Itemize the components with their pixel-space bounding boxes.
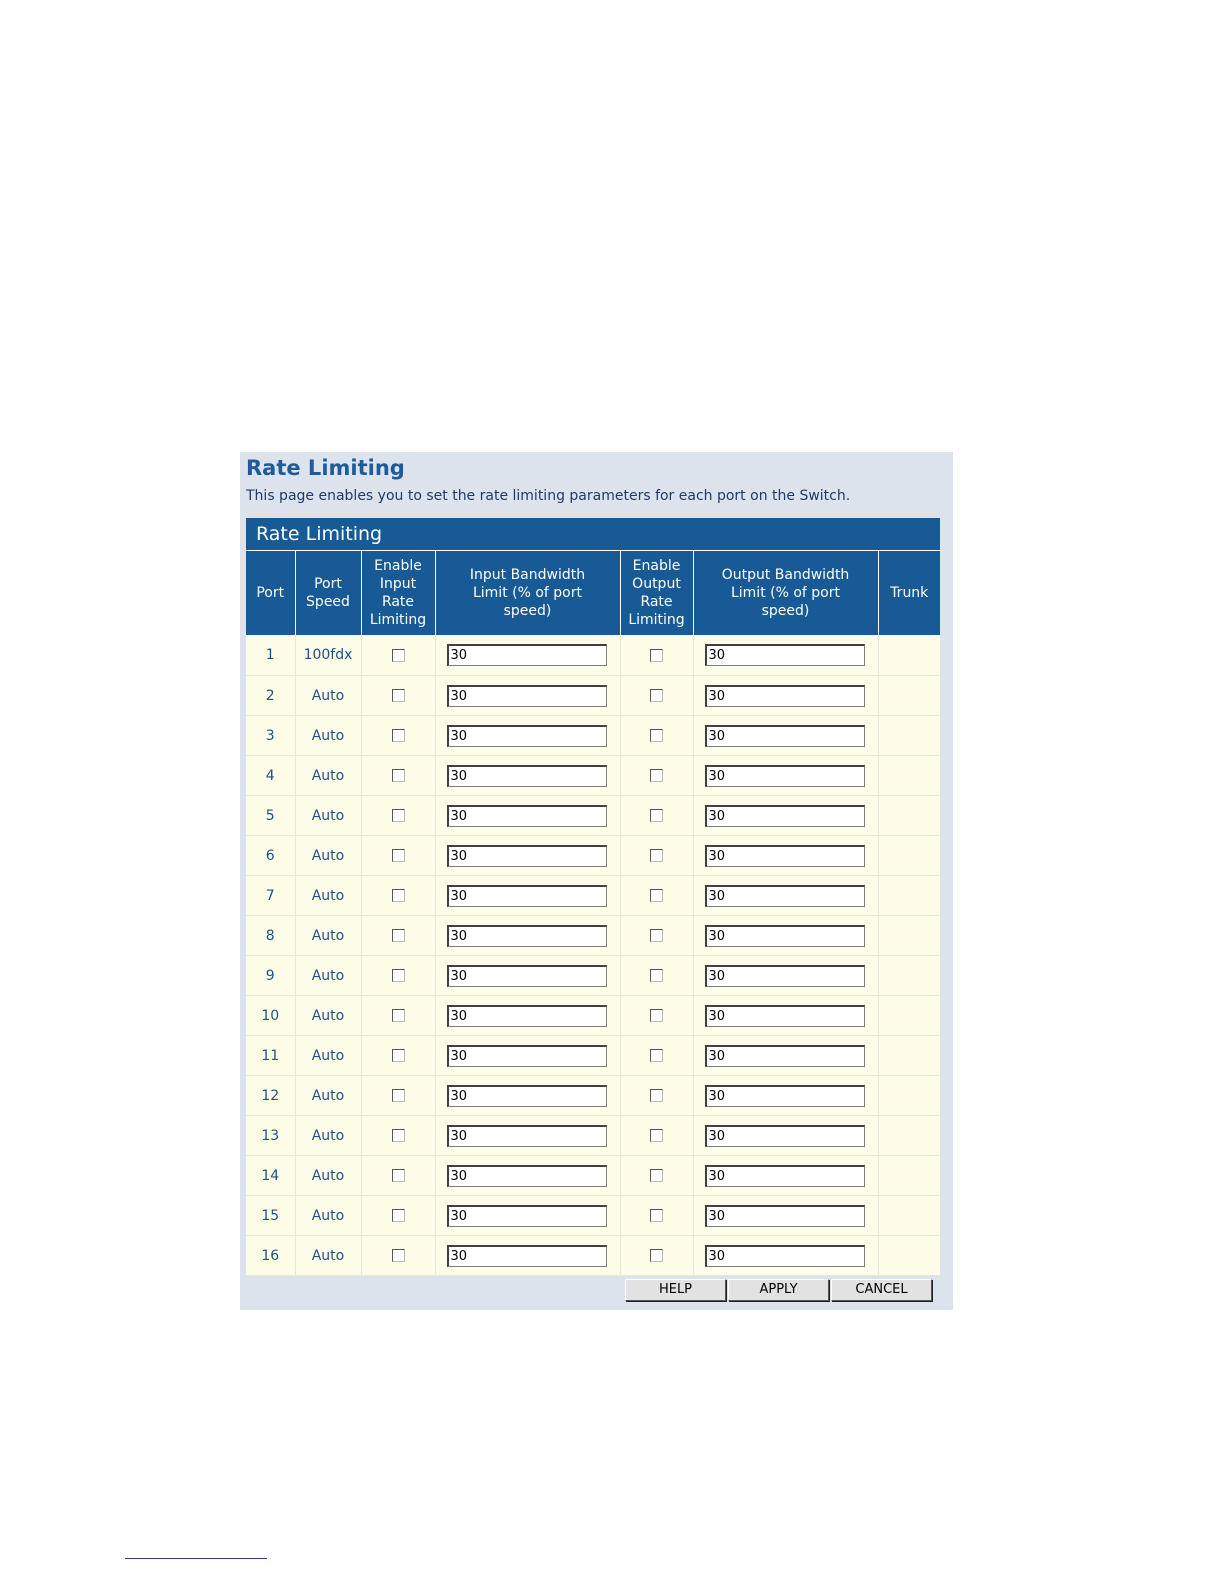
port-speed: Auto bbox=[295, 1156, 361, 1196]
enable-output-rate-cell bbox=[620, 635, 693, 676]
input-bandwidth-cell bbox=[435, 796, 620, 836]
input-bandwidth-limit-input[interactable] bbox=[447, 885, 607, 907]
enable-output-rate-checkbox[interactable] bbox=[650, 1209, 663, 1222]
input-bandwidth-limit-input[interactable] bbox=[447, 1165, 607, 1187]
table-row bbox=[246, 836, 940, 876]
port-number: 13 bbox=[246, 1116, 295, 1156]
input-bandwidth-cell bbox=[435, 876, 620, 916]
output-bandwidth-cell bbox=[693, 1156, 878, 1196]
output-bandwidth-limit-input[interactable] bbox=[705, 1125, 865, 1147]
input-bandwidth-limit-input[interactable] bbox=[447, 1245, 607, 1267]
table-row bbox=[246, 916, 940, 956]
enable-input-rate-cell bbox=[361, 635, 435, 676]
enable-output-rate-checkbox[interactable] bbox=[650, 849, 663, 862]
enable-input-rate-checkbox[interactable] bbox=[392, 689, 405, 702]
input-bandwidth-limit-input[interactable] bbox=[447, 1085, 607, 1107]
enable-input-rate-checkbox[interactable] bbox=[392, 849, 405, 862]
column-header-enable-output bbox=[620, 551, 693, 635]
port-speed: Auto bbox=[295, 1116, 361, 1156]
enable-output-rate-cell bbox=[620, 836, 693, 876]
enable-output-rate-checkbox[interactable] bbox=[650, 1049, 663, 1062]
table-body bbox=[246, 635, 940, 1276]
port-speed: Auto bbox=[295, 956, 361, 996]
port-number: 11 bbox=[246, 1036, 295, 1076]
port-speed: Auto bbox=[295, 836, 361, 876]
output-bandwidth-cell bbox=[693, 836, 878, 876]
enable-input-rate-cell bbox=[361, 756, 435, 796]
table-row bbox=[246, 956, 940, 996]
input-bandwidth-cell bbox=[435, 956, 620, 996]
output-bandwidth-cell bbox=[693, 1196, 878, 1236]
output-bandwidth-limit-input[interactable] bbox=[705, 1005, 865, 1027]
input-bandwidth-limit-input[interactable] bbox=[447, 845, 607, 867]
port-speed: Auto bbox=[295, 996, 361, 1036]
input-bandwidth-cell bbox=[435, 716, 620, 756]
output-bandwidth-limit-input[interactable] bbox=[705, 1205, 865, 1227]
input-bandwidth-cell bbox=[435, 676, 620, 716]
enable-input-rate-cell bbox=[361, 1076, 435, 1116]
port-speed: Auto bbox=[295, 916, 361, 956]
output-bandwidth-limit-input[interactable] bbox=[705, 1085, 865, 1107]
table-row bbox=[246, 1036, 940, 1076]
port-speed: 100fdx bbox=[295, 635, 361, 676]
input-bandwidth-limit-input[interactable] bbox=[447, 1005, 607, 1027]
port-speed: Auto bbox=[295, 716, 361, 756]
input-bandwidth-cell bbox=[435, 916, 620, 956]
enable-output-rate-cell bbox=[620, 996, 693, 1036]
port-speed: Auto bbox=[295, 876, 361, 916]
trunk-cell bbox=[878, 756, 940, 796]
enable-output-rate-checkbox[interactable] bbox=[650, 1089, 663, 1102]
footer-rule bbox=[125, 1558, 267, 1559]
output-bandwidth-limit-input[interactable] bbox=[705, 925, 865, 947]
output-bandwidth-cell bbox=[693, 996, 878, 1036]
enable-output-rate-checkbox[interactable] bbox=[650, 1129, 663, 1142]
output-bandwidth-limit-input[interactable] bbox=[705, 1245, 865, 1267]
port-speed: Auto bbox=[295, 796, 361, 836]
input-bandwidth-cell bbox=[435, 1236, 620, 1276]
port-number: 3 bbox=[246, 716, 295, 756]
trunk-cell bbox=[878, 956, 940, 996]
output-bandwidth-limit-input[interactable] bbox=[705, 885, 865, 907]
port-number: 7 bbox=[246, 876, 295, 916]
enable-input-rate-checkbox[interactable] bbox=[392, 769, 405, 782]
enable-input-rate-checkbox[interactable] bbox=[392, 809, 405, 822]
enable-output-rate-cell bbox=[620, 1236, 693, 1276]
enable-input-rate-checkbox[interactable] bbox=[392, 969, 405, 982]
trunk-cell bbox=[878, 996, 940, 1036]
trunk-cell bbox=[878, 916, 940, 956]
enable-input-rate-checkbox[interactable] bbox=[392, 1009, 405, 1022]
output-bandwidth-limit-input[interactable] bbox=[705, 725, 865, 747]
table-row bbox=[246, 796, 940, 836]
enable-output-rate-cell bbox=[620, 1116, 693, 1156]
column-header-input-limit-label: Input Bandwidth Limit (% of port speed) bbox=[469, 567, 586, 619]
port-number: 5 bbox=[246, 796, 295, 836]
column-header-enable-input bbox=[361, 551, 435, 635]
trunk-cell bbox=[878, 836, 940, 876]
input-bandwidth-limit-input[interactable] bbox=[447, 965, 607, 987]
enable-output-rate-cell bbox=[620, 1196, 693, 1236]
input-bandwidth-cell bbox=[435, 1196, 620, 1236]
enable-input-rate-cell bbox=[361, 996, 435, 1036]
input-bandwidth-limit-input[interactable] bbox=[447, 1125, 607, 1147]
page-description: This page enables you to set the rate limiting parameters for each port on the Switch. bbox=[246, 488, 851, 504]
enable-input-rate-cell bbox=[361, 956, 435, 996]
enable-output-rate-cell bbox=[620, 716, 693, 756]
port-speed: Auto bbox=[295, 756, 361, 796]
enable-input-rate-checkbox[interactable] bbox=[392, 889, 405, 902]
input-bandwidth-limit-input[interactable] bbox=[447, 805, 607, 827]
output-bandwidth-cell bbox=[693, 1236, 878, 1276]
enable-output-rate-cell bbox=[620, 1076, 693, 1116]
enable-input-rate-cell bbox=[361, 1156, 435, 1196]
output-bandwidth-cell bbox=[693, 635, 878, 676]
enable-output-rate-checkbox[interactable] bbox=[650, 649, 663, 662]
output-bandwidth-limit-input[interactable] bbox=[705, 644, 865, 666]
table-row bbox=[246, 1116, 940, 1156]
output-bandwidth-limit-input[interactable] bbox=[705, 805, 865, 827]
enable-input-rate-checkbox[interactable] bbox=[392, 649, 405, 662]
column-header-trunk: Trunk bbox=[878, 551, 940, 635]
enable-output-rate-checkbox[interactable] bbox=[650, 889, 663, 902]
input-bandwidth-cell bbox=[435, 1156, 620, 1196]
trunk-cell bbox=[878, 1076, 940, 1116]
output-bandwidth-cell bbox=[693, 676, 878, 716]
port-number: 8 bbox=[246, 916, 295, 956]
input-bandwidth-cell bbox=[435, 635, 620, 676]
output-bandwidth-limit-input[interactable] bbox=[705, 845, 865, 867]
table-row bbox=[246, 876, 940, 916]
column-header-input-limit bbox=[435, 551, 620, 635]
port-speed: Auto bbox=[295, 1236, 361, 1276]
enable-output-rate-checkbox[interactable] bbox=[650, 809, 663, 822]
column-header-port-speed bbox=[295, 551, 361, 635]
table-row bbox=[246, 1236, 940, 1276]
column-header-port: Port bbox=[246, 551, 295, 635]
enable-output-rate-cell bbox=[620, 756, 693, 796]
trunk-cell bbox=[878, 876, 940, 916]
input-bandwidth-limit-input[interactable] bbox=[447, 685, 607, 707]
enable-output-rate-cell bbox=[620, 796, 693, 836]
enable-output-rate-checkbox[interactable] bbox=[650, 969, 663, 982]
table-row bbox=[246, 635, 940, 676]
enable-input-rate-cell bbox=[361, 676, 435, 716]
help-button[interactable]: HELP bbox=[625, 1279, 726, 1301]
table-row bbox=[246, 1156, 940, 1196]
input-bandwidth-cell bbox=[435, 1116, 620, 1156]
enable-input-rate-cell bbox=[361, 716, 435, 756]
enable-output-rate-checkbox[interactable] bbox=[650, 729, 663, 742]
input-bandwidth-cell bbox=[435, 996, 620, 1036]
port-speed: Auto bbox=[295, 1036, 361, 1076]
enable-input-rate-cell bbox=[361, 836, 435, 876]
enable-output-rate-checkbox[interactable] bbox=[650, 1009, 663, 1022]
port-speed: Auto bbox=[295, 1196, 361, 1236]
input-bandwidth-limit-input[interactable] bbox=[447, 725, 607, 747]
rate-limiting-table bbox=[246, 551, 940, 1276]
output-bandwidth-cell bbox=[693, 716, 878, 756]
trunk-cell bbox=[878, 1156, 940, 1196]
enable-input-rate-checkbox[interactable] bbox=[392, 729, 405, 742]
table-row bbox=[246, 756, 940, 796]
input-bandwidth-cell bbox=[435, 836, 620, 876]
enable-output-rate-cell bbox=[620, 676, 693, 716]
enable-input-rate-checkbox[interactable] bbox=[392, 1089, 405, 1102]
cancel-button[interactable]: CANCEL bbox=[831, 1279, 932, 1301]
port-number: 15 bbox=[246, 1196, 295, 1236]
enable-input-rate-checkbox[interactable] bbox=[392, 1169, 405, 1182]
output-bandwidth-cell bbox=[693, 756, 878, 796]
port-number: 14 bbox=[246, 1156, 295, 1196]
input-bandwidth-cell bbox=[435, 1036, 620, 1076]
enable-input-rate-checkbox[interactable] bbox=[392, 1049, 405, 1062]
output-bandwidth-limit-input[interactable] bbox=[705, 685, 865, 707]
table-header-row bbox=[246, 551, 940, 635]
rate-limiting-panel bbox=[240, 452, 953, 1310]
trunk-cell bbox=[878, 676, 940, 716]
input-bandwidth-cell bbox=[435, 1076, 620, 1116]
column-header-port-speed-label: Port Speed bbox=[306, 576, 350, 610]
enable-output-rate-checkbox[interactable] bbox=[650, 1249, 663, 1262]
rate-limiting-table-container bbox=[246, 518, 940, 1276]
input-bandwidth-limit-input[interactable] bbox=[447, 925, 607, 947]
enable-input-rate-checkbox[interactable] bbox=[392, 1249, 405, 1262]
output-bandwidth-cell bbox=[693, 1116, 878, 1156]
enable-output-rate-cell bbox=[620, 1156, 693, 1196]
enable-input-rate-cell bbox=[361, 1036, 435, 1076]
enable-input-rate-cell bbox=[361, 1196, 435, 1236]
table-row bbox=[246, 996, 940, 1036]
port-speed: Auto bbox=[295, 1076, 361, 1116]
column-header-output-limit bbox=[693, 551, 878, 635]
table-row bbox=[246, 676, 940, 716]
enable-output-rate-cell bbox=[620, 876, 693, 916]
column-header-output-limit-label: Output Bandwidth Limit (% of port speed) bbox=[721, 567, 850, 619]
input-bandwidth-cell bbox=[435, 756, 620, 796]
trunk-cell bbox=[878, 1196, 940, 1236]
column-header-enable-output-label: Enable Output Rate Limiting bbox=[628, 558, 685, 628]
port-speed: Auto bbox=[295, 676, 361, 716]
enable-input-rate-cell bbox=[361, 916, 435, 956]
port-number: 4 bbox=[246, 756, 295, 796]
enable-input-rate-cell bbox=[361, 876, 435, 916]
apply-button[interactable]: APPLY bbox=[728, 1279, 829, 1301]
input-bandwidth-limit-input[interactable] bbox=[447, 765, 607, 787]
output-bandwidth-cell bbox=[693, 1036, 878, 1076]
table-row bbox=[246, 1076, 940, 1116]
port-number: 2 bbox=[246, 676, 295, 716]
trunk-cell bbox=[878, 1236, 940, 1276]
output-bandwidth-limit-input[interactable] bbox=[705, 1045, 865, 1067]
enable-output-rate-checkbox[interactable] bbox=[650, 769, 663, 782]
column-header-enable-input-label: Enable Input Rate Limiting bbox=[369, 558, 427, 628]
enable-output-rate-cell bbox=[620, 916, 693, 956]
port-number: 6 bbox=[246, 836, 295, 876]
enable-output-rate-cell bbox=[620, 956, 693, 996]
input-bandwidth-limit-input[interactable] bbox=[447, 644, 607, 666]
output-bandwidth-cell bbox=[693, 1076, 878, 1116]
input-bandwidth-limit-input[interactable] bbox=[447, 1205, 607, 1227]
port-number: 12 bbox=[246, 1076, 295, 1116]
input-bandwidth-limit-input[interactable] bbox=[447, 1045, 607, 1067]
enable-input-rate-checkbox[interactable] bbox=[392, 1129, 405, 1142]
enable-output-rate-checkbox[interactable] bbox=[650, 689, 663, 702]
trunk-cell bbox=[878, 796, 940, 836]
port-number: 9 bbox=[246, 956, 295, 996]
enable-output-rate-checkbox[interactable] bbox=[650, 1169, 663, 1182]
trunk-cell bbox=[878, 716, 940, 756]
port-number: 1 bbox=[246, 635, 295, 676]
output-bandwidth-cell bbox=[693, 956, 878, 996]
trunk-cell bbox=[878, 1116, 940, 1156]
output-bandwidth-limit-input[interactable] bbox=[705, 765, 865, 787]
button-bar bbox=[625, 1279, 934, 1301]
port-number: 10 bbox=[246, 996, 295, 1036]
output-bandwidth-limit-input[interactable] bbox=[705, 1165, 865, 1187]
enable-input-rate-cell bbox=[361, 1236, 435, 1276]
table-row bbox=[246, 716, 940, 756]
section-title: Rate Limiting bbox=[246, 518, 940, 551]
enable-input-rate-cell bbox=[361, 796, 435, 836]
enable-output-rate-checkbox[interactable] bbox=[650, 929, 663, 942]
output-bandwidth-cell bbox=[693, 876, 878, 916]
enable-input-rate-checkbox[interactable] bbox=[392, 929, 405, 942]
enable-output-rate-cell bbox=[620, 1036, 693, 1076]
port-number: 16 bbox=[246, 1236, 295, 1276]
enable-input-rate-cell bbox=[361, 1116, 435, 1156]
table-row bbox=[246, 1196, 940, 1236]
trunk-cell bbox=[878, 1036, 940, 1076]
output-bandwidth-cell bbox=[693, 916, 878, 956]
trunk-cell bbox=[878, 635, 940, 676]
output-bandwidth-cell bbox=[693, 796, 878, 836]
output-bandwidth-limit-input[interactable] bbox=[705, 965, 865, 987]
page-title: Rate Limiting bbox=[246, 456, 405, 480]
enable-input-rate-checkbox[interactable] bbox=[392, 1209, 405, 1222]
